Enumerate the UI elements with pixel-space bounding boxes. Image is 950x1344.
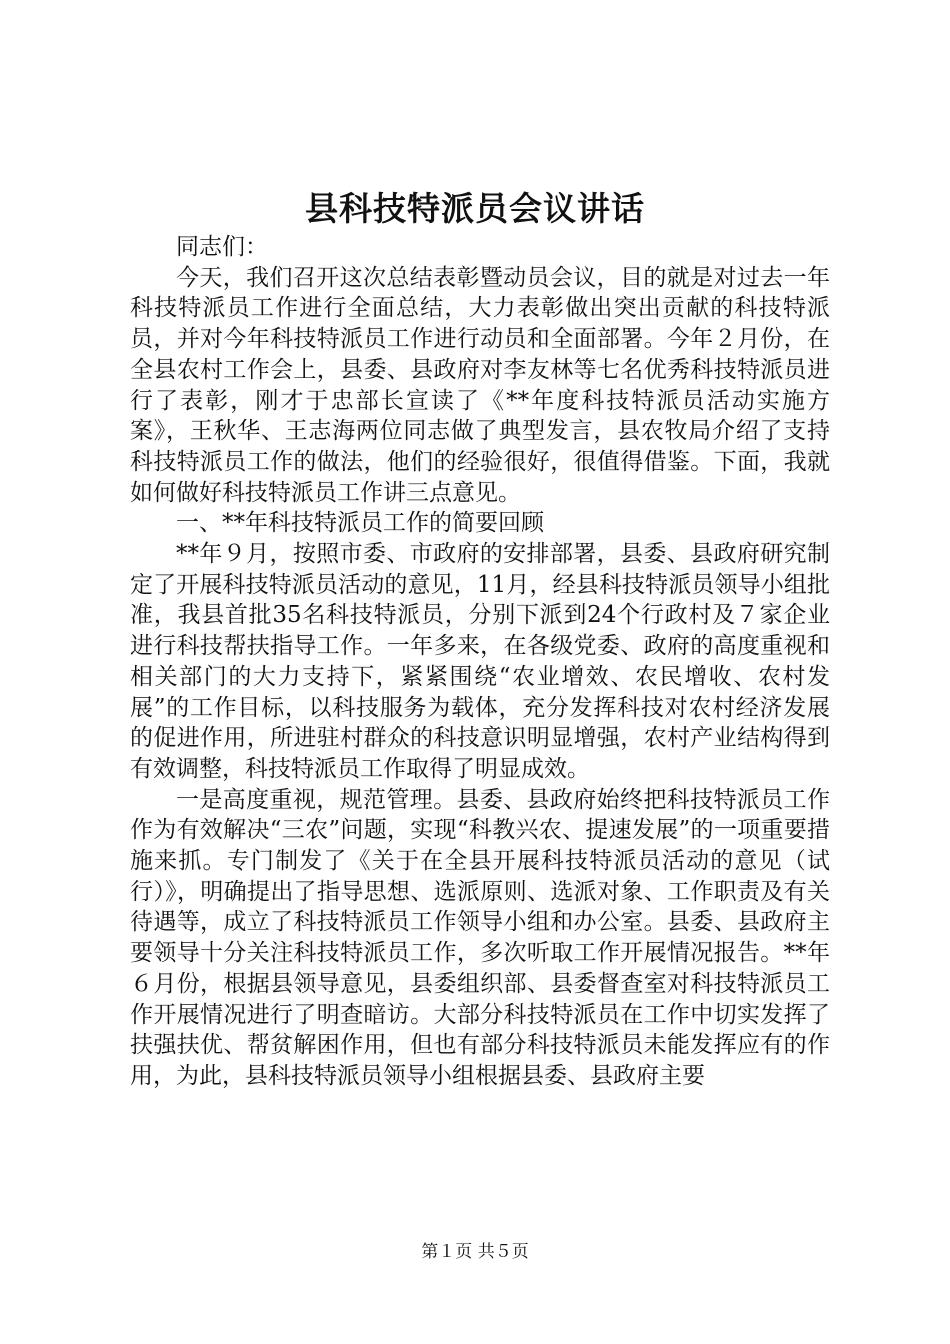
document-body bbox=[130, 232, 830, 1092]
body-paragraph: 一是高度重视，规范管理。县委、县政府始终把科技特派员工作作为有效解决“三农”问题，实现“科教兴农、提速发展”的一项重要措施来抓。专门制发了《关于在全县开展科技特派员活动的意见（试行）》，明确提出了指导思想、选派原则、选派对象、工作职责及有关待遇等，成立了科技特派员工作领导小组和办公室。县委、县政府主要领导十分关注科技特派员工作，多次听取工作开展情况报告。**年６月份，根据县领导意见，县委组织部、县委督查室对科技特派员工作开展情况进行了明查暗访。大部分科技特派员在工作中切实发挥了扶强扶优、帮贫解困作用，但也有部分科技特派员未能发挥应有的作用，为此，县科技特派员领导小组根据县委、县政府主要 bbox=[130, 786, 830, 1089]
page-number-footer: 第１页 共５页 bbox=[421, 1242, 529, 1262]
salutation-paragraph: 同志们： bbox=[176, 234, 268, 260]
body-paragraph: 今天，我们召开这次总结表彰暨动员会议，目的就是对过去一年科技特派员工作进行全面总结，大力表彰做出突出贡献的科技特派员，并对今年科技特派员工作进行动员和全面部署。今年２月份，在全县农村工作会上，县委、县政府对李友林等七名优秀科技特派员进行了表彰，刚才于忠部长宣读了《**年度科技特派员活动实施方案》，王秋华、王志海两位同志做了典型发言，县农牧局介绍了支持科技特派员工作的做法，他们的经验很好，很值得借鉴。下面，我就如何做好科技特派员工作讲三点意见。 bbox=[130, 264, 830, 506]
body-paragraph: **年９月，按照市委、市政府的安排部署，县委、县政府研究制定了开展科技特派员活动的意见，11月，经县科技特派员领导小组批准，我县首批35名科技特派员，分别下派到24个行政村及７家企业进行科技帮扶指导工作。一年多来，在各级党委、政府的高度重视和相关部门的大力支持下，紧紧围绕“农业增效、农民增收、农村发展”的工作目标，以科技服务为载体，充分发挥科技对农村经济发展的促进作用，所进驻村群众的科技意识明显增强，农村产业结构得到有效调整，科技特派员工作取得了明显成效。 bbox=[130, 541, 830, 782]
document-title: 县科技特派员会议讲话 bbox=[305, 189, 645, 228]
section-heading: 一、**年科技特派员工作的简要回顾 bbox=[176, 510, 544, 537]
